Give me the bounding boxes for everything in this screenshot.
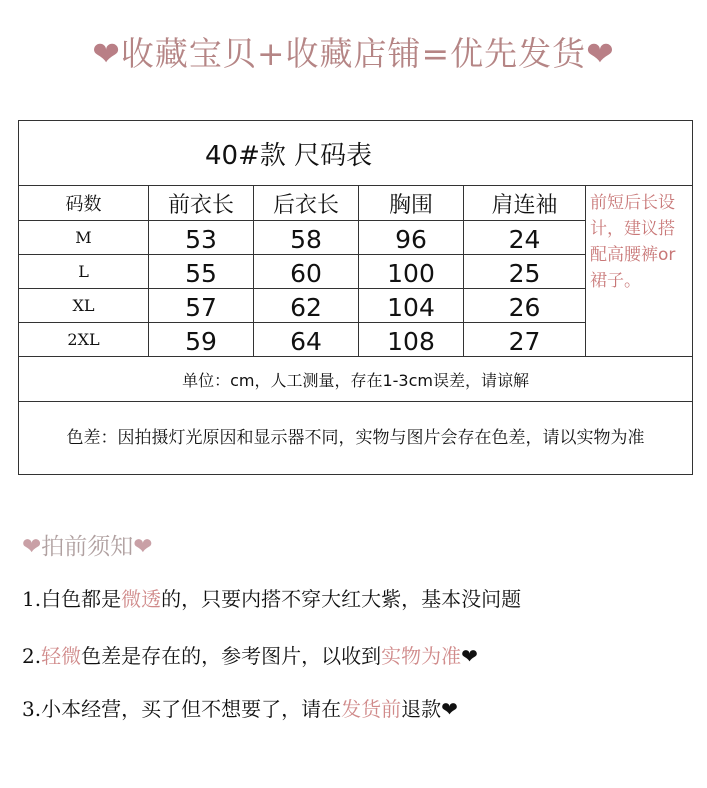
heart-icon: ❤	[441, 697, 458, 721]
table-cell: 58	[254, 221, 359, 255]
size-chart-table	[18, 120, 693, 475]
size-label: L	[19, 255, 149, 289]
item-highlight: 轻微	[41, 644, 82, 668]
header-bust: 胸围	[359, 186, 464, 221]
table-cell: 55	[149, 255, 254, 289]
table-header-row	[19, 186, 693, 221]
table-cell: 104	[359, 289, 464, 323]
notice-heading	[22, 528, 153, 561]
table-cell: 64	[254, 323, 359, 357]
item-number: 2.	[22, 644, 42, 668]
unit-note: 单位：cm，人工测量，存在1-3cm误差，请谅解	[19, 357, 693, 402]
notice-item-3	[22, 693, 458, 722]
table-cell: 60	[254, 255, 359, 289]
table-cell: 25	[464, 255, 586, 289]
heart-icon: ❤	[461, 644, 478, 668]
header-size: 码数	[19, 186, 149, 221]
table-cell: 62	[254, 289, 359, 323]
item-number: 1.	[22, 587, 42, 611]
heart-icon: ❤	[22, 534, 42, 560]
item-text: 小本经营，买了但不想要了，请在	[41, 697, 342, 721]
header-front-length: 前衣长	[149, 186, 254, 221]
size-label: M	[19, 221, 149, 255]
table-title: 40#款 尺码表	[205, 140, 373, 171]
table-cell: 96	[359, 221, 464, 255]
design-note: 前短后长设计，建议搭配高腰裤or裙子。	[586, 186, 693, 357]
table-cell: 53	[149, 221, 254, 255]
table-cell: 59	[149, 323, 254, 357]
size-label: 2XL	[19, 323, 149, 357]
table-cell: 26	[464, 289, 586, 323]
heart-icon: ❤	[586, 34, 615, 73]
item-text: 退款	[401, 697, 442, 721]
size-label: XL	[19, 289, 149, 323]
table-title-row	[19, 121, 693, 186]
banner-text: 收藏宝贝+收藏店铺=优先发货	[120, 34, 587, 73]
item-highlight: 实物为准	[381, 644, 462, 668]
header-shoulder-sleeve: 肩连袖	[464, 186, 586, 221]
notice-title: 拍前须知	[41, 534, 134, 560]
promo-banner	[0, 28, 707, 75]
table-cell: 24	[464, 221, 586, 255]
item-highlight: 微透	[121, 587, 162, 611]
item-number: 3.	[22, 697, 42, 721]
item-text: 的，只要内搭不穿大红大紫，基本没问题	[161, 587, 522, 611]
table-cell: 27	[464, 323, 586, 357]
item-highlight: 发货前	[341, 697, 402, 721]
color-note-row	[19, 402, 693, 475]
table-cell: 108	[359, 323, 464, 357]
header-back-length: 后衣长	[254, 186, 359, 221]
heart-icon: ❤	[92, 34, 121, 73]
color-note: 色差：因拍摄灯光原因和显示器不同，实物与图片会存在色差，请以实物为准	[19, 402, 693, 475]
table-title-cell	[19, 121, 693, 186]
item-text: 白色都是	[41, 587, 122, 611]
notice-item-2	[22, 640, 478, 669]
table-cell: 100	[359, 255, 464, 289]
unit-note-row	[19, 357, 693, 402]
table-cell: 57	[149, 289, 254, 323]
heart-icon: ❤	[133, 534, 153, 560]
item-text: 色差是存在的，参考图片，以收到	[81, 644, 382, 668]
notice-item-1	[22, 583, 521, 612]
